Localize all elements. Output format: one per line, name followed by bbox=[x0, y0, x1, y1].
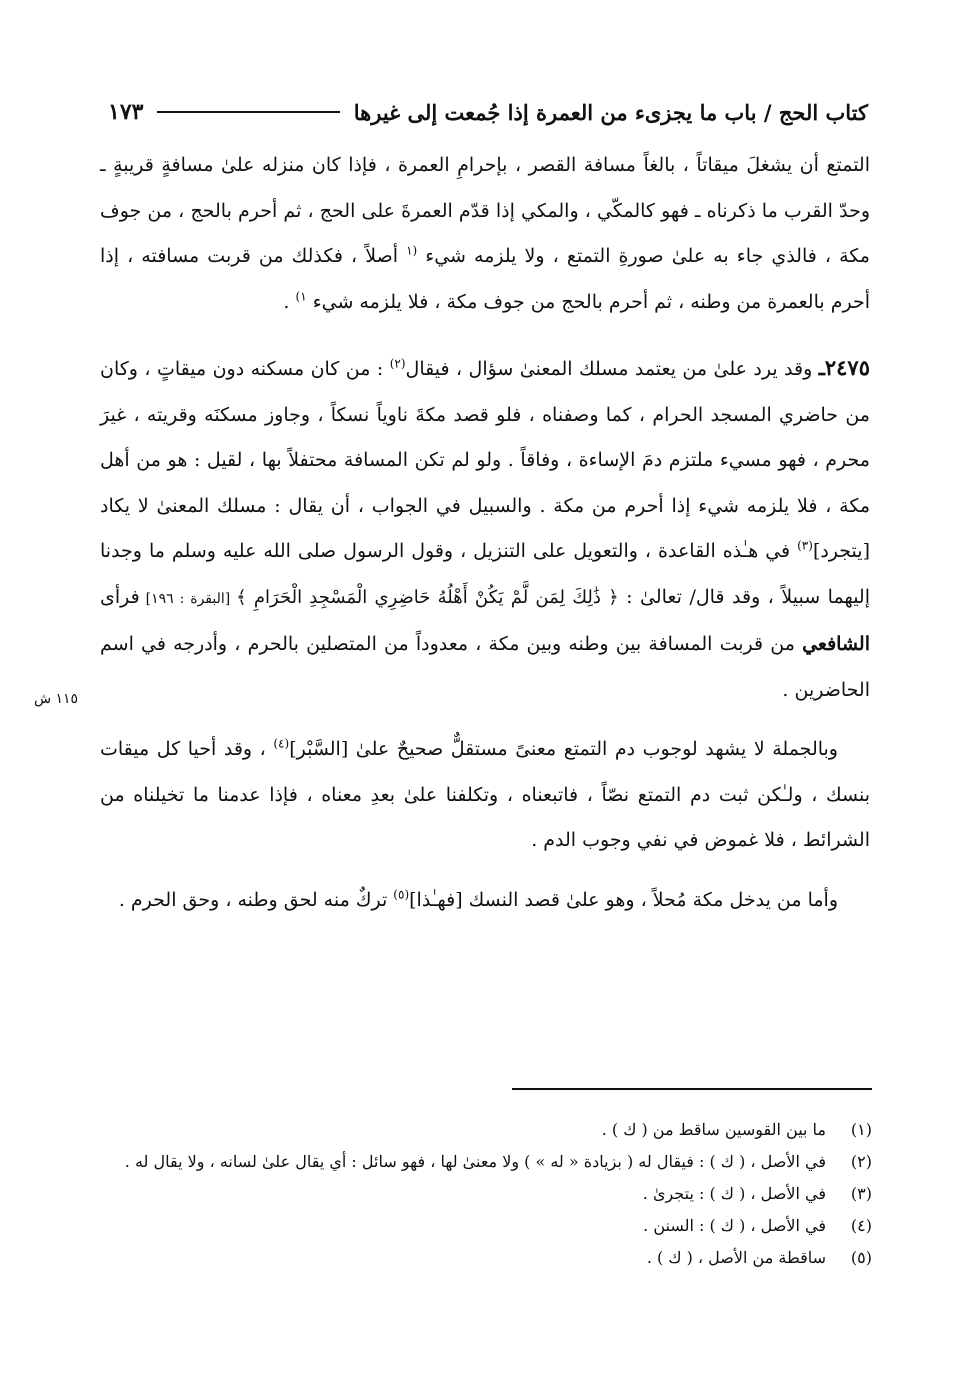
paragraph-1-text-b: أصلاً ، فكذلك من قربت مسافته ، إذا أحرم بالعمرة من وطنه ، ثم أحرم بالحج من جوف مكة ، فلا يلزمه شيء bbox=[100, 245, 870, 313]
footnote-separator bbox=[512, 1088, 872, 1090]
paragraph-1-text-a: التمتع أن يشغلَ ميقاتاً ، بالغاً مسافة القصر ، بإحرامِ العمرة ، فإذا كان منزله علىٰ مسافةٍ قريبةٍ ـ وحدّ القرب ما ذكرناه ـ فهو كالمكّي ، والمكي إذا قدّم العمرةَ على الحج ، ثم أحرم بالحج ، من جوف مكة ، فالذي جاء به علىٰ صورةِ التمتع ، ولا يلزمه شيء bbox=[100, 154, 870, 267]
paragraph-2-text-b: : من كان مسكنه دون ميقاتٍ ، وكان من حاضري المسجد الحرام ، كما وصفناه ، فلو قصد مكةَ ناوياً نسكاً ، وجاوز مسكنَه وقريته ، غيرَ محرم ، فهو مسيء ملتزم دمَ الإساءة ، وفاقاً . ولو لم تكن المسافة محتفلاً بها ، لقيل : هو من أهل مكة ، فلا يلزمه شيء إذا أحرم من مكة . والسبيل في الجواب ، أن يقال : مسلك المعنىٰ لا يكاد [يتجرد] bbox=[100, 358, 870, 562]
footnote-ref-5: (٥) bbox=[393, 887, 410, 902]
footnotes bbox=[96, 1114, 872, 1274]
footnote-number: (٢) bbox=[850, 1152, 872, 1171]
header-rule bbox=[157, 111, 339, 113]
paragraph-4 bbox=[100, 878, 870, 924]
paragraph-4-text-b: تركٌ منه لحق وطنه ، وحق الحرم . bbox=[118, 888, 394, 911]
shafii-name: الشافعي bbox=[802, 633, 870, 655]
header-title: كتاب الحج / باب ما يجزىء من العمرة إذا جُمعت إلى غيرها bbox=[353, 99, 868, 125]
paragraph-number: ٢٤٧٥ـ bbox=[818, 355, 870, 380]
manuscript-folio-note: ١١٥ ش bbox=[33, 691, 79, 707]
footnote-number: (١) bbox=[850, 1120, 872, 1139]
footnote bbox=[96, 1114, 872, 1146]
footnote-text: في الأصل ، ( ك ) : يتجرىٰ . bbox=[642, 1184, 826, 1203]
paragraph-1 bbox=[100, 143, 870, 325]
footnote bbox=[96, 1178, 872, 1210]
running-header bbox=[108, 92, 868, 132]
footnote bbox=[96, 1242, 872, 1274]
footnote-text: في الأصل ، ( ك ) : السنن . bbox=[643, 1216, 826, 1235]
page-number: ١٧٣ bbox=[108, 99, 144, 125]
footnote-number: (٣) bbox=[850, 1184, 872, 1203]
paragraph-3-text-b: ، وقد أحيا كل ميقات بنسك ، ولـٰكن ثبت دم التمتع نصّاً ، فاتبعناه ، وتكلفنا علىٰ بعدِ معناه ، فإذا عدمنا ما تخيلناه من الشرائط ، فلا غموض في نفي وجوب الدم . bbox=[100, 738, 870, 851]
main-text bbox=[100, 143, 870, 923]
paragraph-1-end: . bbox=[283, 290, 296, 313]
paragraph-2-text-e: من قربت المسافة بين وطنه وبين مكة ، معدوداً من المتصلين بالحرم ، وأدرجه في اسم الحاضرين . bbox=[100, 633, 870, 701]
footnote-ref-3: (٣) bbox=[797, 538, 813, 553]
footnote-ref-4: (٤) bbox=[273, 736, 290, 751]
paragraph-3-text-a: وبالجملة لا يشهد لوجوب دم التمتع معنىً مستقلٌّ صحيحٌ علىٰ [السَّبْر] bbox=[289, 738, 838, 760]
footnote-text: في الأصل ، ( ك ) : فيقال له ( بزيادة « له » ) ولا معنىٰ لها ، فهو سائل : أي يقال علىٰ لسانه ، ولا يقال له . bbox=[124, 1152, 826, 1171]
footnote-number: (٤) bbox=[850, 1216, 872, 1235]
footnote-number: (٥) bbox=[850, 1248, 872, 1267]
paragraph-3 bbox=[100, 727, 870, 864]
paragraph-2 bbox=[100, 345, 870, 713]
footnote-ref-1-close: ١) bbox=[295, 289, 307, 304]
footnote bbox=[96, 1210, 872, 1242]
footnote-ref-1-open: (١ bbox=[406, 243, 418, 258]
footnote-ref-2: (٢) bbox=[389, 356, 406, 371]
quran-reference: [البقرة : ١٩٦] bbox=[139, 590, 237, 607]
footnote-text: ساقطة من الأصل ، ( ك ) . bbox=[646, 1248, 826, 1267]
quran-quote: ﴿ ذَٰلِكَ لِمَن لَّمْ يَكُنْ أَهْلُهُ حَاضِرِي الْمَسْجِدِ الْحَرَامِ ﴾ bbox=[236, 586, 619, 608]
footnote bbox=[96, 1146, 872, 1178]
footnote-text: ما بين القوسين ساقط من ( ك ) . bbox=[601, 1120, 826, 1139]
paragraph-2-text-a: وقد يرد علىٰ من يعتمد مسلك المعنىٰ سؤال ، فيقال bbox=[405, 358, 819, 380]
paragraph-2-text-c: في هـٰذه القاعدة ، والتعويل على التنزيل ، وقول الرسول صلى الله عليه وسلم ما وجدنا إليهما سبيلاً ، وقد قال/ تعالىٰ : bbox=[100, 540, 870, 608]
paragraph-2-text-d: فرأى bbox=[100, 585, 140, 608]
paragraph-4-text-a: وأما من يدخل مكة مُحلاً ، وهو علىٰ قصد النسك [فهـٰذا] bbox=[409, 888, 838, 911]
